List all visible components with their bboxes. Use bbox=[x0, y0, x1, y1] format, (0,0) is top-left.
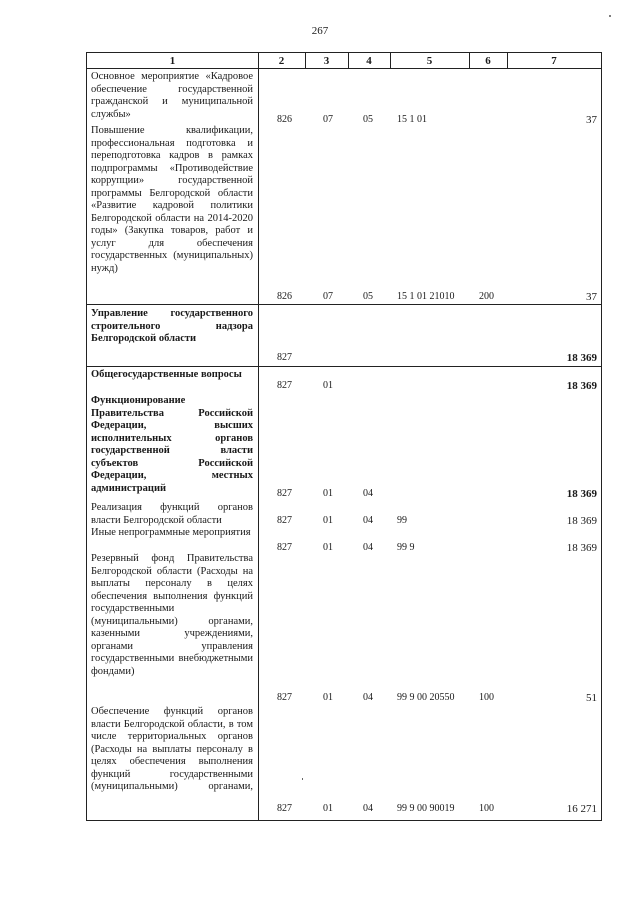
cell-col-4: 04 bbox=[363, 515, 373, 526]
row-description: Резервный фонд Правительства Белгородской области (Расходы на выплаты персоналу в целях обеспечения выполнения функций государственными (муниципальными) органами, казенными учреждениями, органами управления государственными внебюджетными фондами) bbox=[91, 553, 253, 677]
col-divider bbox=[390, 53, 391, 69]
header-col-1: 1 bbox=[169, 55, 176, 67]
row-description: Повышение квалификации, профессиональная подготовка и переподготовка кадров в рамках подпрограммы «Противодействие коррупции» государственной программы Белгородской области «Развитие кадровой политики Белгородской области на 2014-2020 годы» (Закупка товаров, работ и услуг для обеспечения государственных (муниципальных) нужд) bbox=[91, 125, 253, 274]
row-description: Основное мероприятие «Кадровое обеспечение государственной гражданской и муниципальной службы» bbox=[91, 71, 253, 120]
row-description: Общегосударственные вопросы bbox=[91, 369, 242, 380]
cell-col-7: 16 271 bbox=[566, 803, 597, 815]
cell-col-3: 07 bbox=[323, 291, 333, 302]
row-divider bbox=[87, 304, 601, 305]
header-col-4: 4 bbox=[366, 55, 372, 67]
cell-col-7: 18 369 bbox=[566, 380, 597, 392]
cell-col-2: 827 bbox=[277, 380, 292, 391]
cell-col-3: 01 bbox=[323, 380, 333, 391]
col-divider bbox=[469, 53, 470, 69]
cell-col-5: 15 1 01 21010 bbox=[397, 291, 455, 302]
page-number: 267 bbox=[311, 25, 329, 37]
cell-col-4: 04 bbox=[363, 488, 373, 499]
header-col-7: 7 bbox=[551, 55, 557, 67]
cell-col-7: 37 bbox=[586, 291, 597, 303]
cell-col-3: 01 bbox=[323, 692, 333, 703]
cell-col-6: 100 bbox=[479, 803, 494, 814]
cell-col-6: 200 bbox=[479, 291, 494, 302]
col-divider bbox=[258, 53, 259, 820]
cell-col-2: 827 bbox=[277, 515, 292, 526]
cell-col-3: 01 bbox=[323, 488, 333, 499]
cell-col-2: 827 bbox=[277, 542, 292, 553]
row-description: Иные непрограммные мероприятия bbox=[91, 527, 251, 538]
header-col-5: 5 bbox=[426, 55, 433, 67]
cell-col-2: 827 bbox=[277, 692, 292, 703]
row-description: Обеспечение функций органов власти Белгородской области, в том числе территориальных органов (Расходы на выплаты персоналу в целях обеспечения выполнения функций государственными (муниципальными) органами, bbox=[91, 706, 253, 792]
row-description: Функционирование Правительства Российской Федерации, высших исполнительных органов государственной власти субъектов Российской Федерации, местных администраций bbox=[91, 395, 253, 494]
cell-col-3: 01 bbox=[323, 515, 333, 526]
cell-col-7: 37 bbox=[586, 114, 597, 126]
budget-table bbox=[86, 52, 602, 821]
header-col-6: 6 bbox=[485, 55, 491, 67]
cell-col-3: 01 bbox=[323, 542, 333, 553]
cell-col-4: 05 bbox=[363, 291, 373, 302]
cell-col-6: 100 bbox=[479, 692, 494, 703]
table-header bbox=[87, 53, 601, 69]
cell-col-5: 15 1 01 bbox=[397, 114, 427, 125]
row-divider bbox=[87, 366, 601, 367]
cell-col-7: 18 369 bbox=[566, 352, 597, 364]
col-divider bbox=[305, 53, 306, 69]
cell-col-4: 04 bbox=[363, 542, 373, 553]
cell-col-5: 99 9 bbox=[397, 542, 415, 553]
scan-speck bbox=[609, 15, 611, 17]
cell-col-7: 18 369 bbox=[566, 488, 597, 500]
cell-col-2: 827 bbox=[277, 488, 292, 499]
header-col-2: 2 bbox=[278, 55, 285, 67]
cell-col-5: 99 bbox=[397, 515, 407, 526]
cell-col-4: 05 bbox=[363, 114, 373, 125]
cell-col-4: 04 bbox=[363, 803, 373, 814]
cell-col-7: 18 369 bbox=[566, 542, 597, 554]
cell-col-2: 826 bbox=[277, 114, 292, 125]
cell-col-7: 51 bbox=[586, 692, 597, 704]
col-divider bbox=[348, 53, 349, 69]
col-divider bbox=[507, 53, 508, 69]
cell-col-3: 07 bbox=[323, 114, 333, 125]
cell-col-2: 826 bbox=[277, 291, 292, 302]
scan-speck bbox=[302, 778, 303, 780]
cell-col-2: 827 bbox=[277, 352, 292, 363]
cell-col-4: 04 bbox=[363, 692, 373, 703]
cell-col-3: 01 bbox=[323, 803, 333, 814]
cell-col-2: 827 bbox=[277, 803, 292, 814]
cell-col-7: 18 369 bbox=[566, 515, 597, 527]
cell-col-5: 99 9 00 90019 bbox=[397, 803, 455, 814]
row-description: Реализация функций органов власти Белгородской области bbox=[91, 502, 253, 526]
row-description: Управление государственного строительного надзора Белгородской области bbox=[91, 308, 253, 344]
cell-col-5: 99 9 00 20550 bbox=[397, 692, 455, 703]
header-col-3: 3 bbox=[323, 55, 330, 67]
